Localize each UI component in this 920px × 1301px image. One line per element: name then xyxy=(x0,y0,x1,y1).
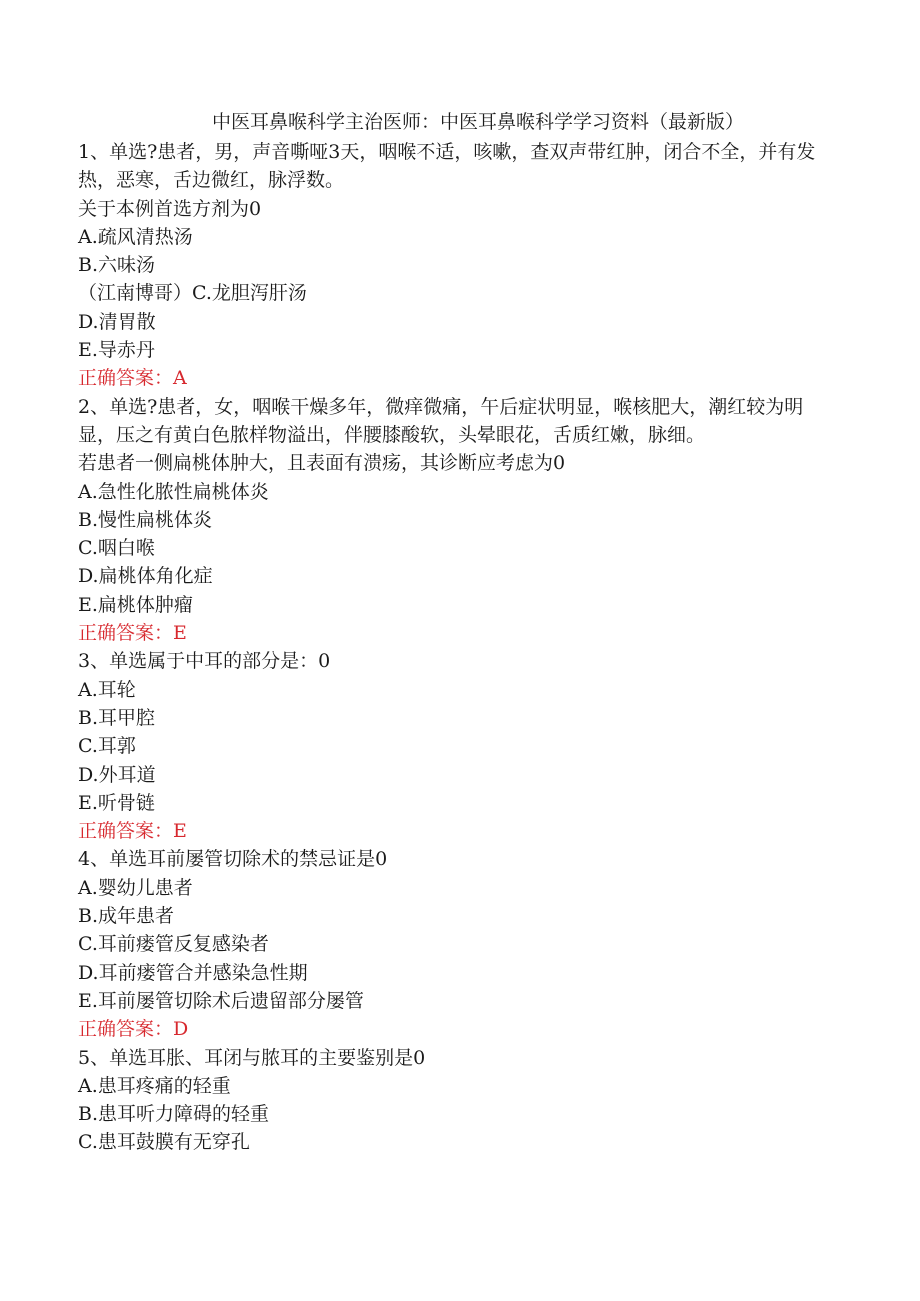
answer-label: 正确答案： xyxy=(78,1018,174,1041)
question-stem: 4、单选耳前屡管切除术的禁忌证是0 xyxy=(78,848,388,871)
question-stem: 1、单选?患者，男，声音嘶哑3天，咽喉不适，咳嗽，查双声带红肿，闭合不全，并有发热，恶寒，舌边微红，脉浮数。 xyxy=(78,141,816,192)
question-text: 关于本例首选方剂为0 xyxy=(78,197,262,220)
option-c: C.咽白喉 xyxy=(78,537,155,560)
option-d: D.耳前瘘管合并感染急性期 xyxy=(78,961,308,984)
answer-label: 正确答案： xyxy=(78,622,174,645)
answer-value: E xyxy=(173,820,187,843)
option-d: D.扁桃体角化症 xyxy=(78,565,213,588)
answer-value: D xyxy=(173,1018,189,1041)
document-title: 中医耳鼻喉科学主治医师：中医耳鼻喉科学学习资料（最新版） xyxy=(211,111,744,133)
option-d: D.清胃散 xyxy=(78,310,156,333)
question-block xyxy=(78,647,838,845)
correct-answer xyxy=(78,364,838,392)
option-c: C.耳前瘘管反复感染者 xyxy=(78,933,269,956)
question-block xyxy=(78,393,838,648)
question-text: 若患者一侧扁桃体肿大，且表面有溃疡，其诊断应考虑为0 xyxy=(78,452,566,475)
option-b: B.成年患者 xyxy=(78,905,175,928)
option-b: B.六味汤 xyxy=(78,254,156,277)
question-stem: 2、单选?患者，女，咽喉干燥多年，微痒微痛，午后症状明显，喉核肥大，潮红较为明显，压之有黄白色脓样物溢出，伴腰膝酸软，头晕眼花，舌质红嫩，脉细。 xyxy=(78,395,804,446)
option-c: C.耳郭 xyxy=(78,735,136,758)
option-b: B.患耳听力障碍的轻重 xyxy=(78,1103,270,1126)
question-block xyxy=(78,845,838,1043)
option-b: B.耳甲腔 xyxy=(78,706,156,729)
option-a: A.耳轮 xyxy=(78,678,136,701)
option-a: A.急性化脓性扁桃体炎 xyxy=(78,480,269,503)
document-page xyxy=(78,106,838,1157)
answer-label: 正确答案： xyxy=(78,367,174,390)
question-block xyxy=(78,138,838,393)
option-a: A.疏风清热汤 xyxy=(78,225,193,248)
option-e: E.扁桃体肿瘤 xyxy=(78,593,193,616)
option-e: E.耳前屡管切除术后遗留部分屡管 xyxy=(78,989,364,1012)
answer-value: A xyxy=(173,367,187,390)
answer-label: 正确答案： xyxy=(78,820,174,843)
option-c: （江南博哥）C.龙胆泻肝汤 xyxy=(78,282,307,305)
option-e: E.听骨链 xyxy=(78,791,155,814)
option-a: A.婴幼儿患者 xyxy=(78,876,193,899)
option-c: C.患耳鼓膜有无穿孔 xyxy=(78,1131,250,1154)
question-stem: 3、单选属于中耳的部分是：0 xyxy=(78,650,331,673)
correct-answer xyxy=(78,817,838,845)
correct-answer xyxy=(78,1015,838,1043)
answer-value: E xyxy=(173,622,187,645)
option-d: D.外耳道 xyxy=(78,763,156,786)
option-a: A.患耳疼痛的轻重 xyxy=(78,1074,231,1097)
correct-answer xyxy=(78,619,838,647)
option-e: E.导赤丹 xyxy=(78,339,155,362)
option-b: B.慢性扁桃体炎 xyxy=(78,508,213,531)
question-stem: 5、单选耳胀、耳闭与脓耳的主要鉴别是0 xyxy=(78,1046,426,1069)
question-block xyxy=(78,1044,838,1157)
